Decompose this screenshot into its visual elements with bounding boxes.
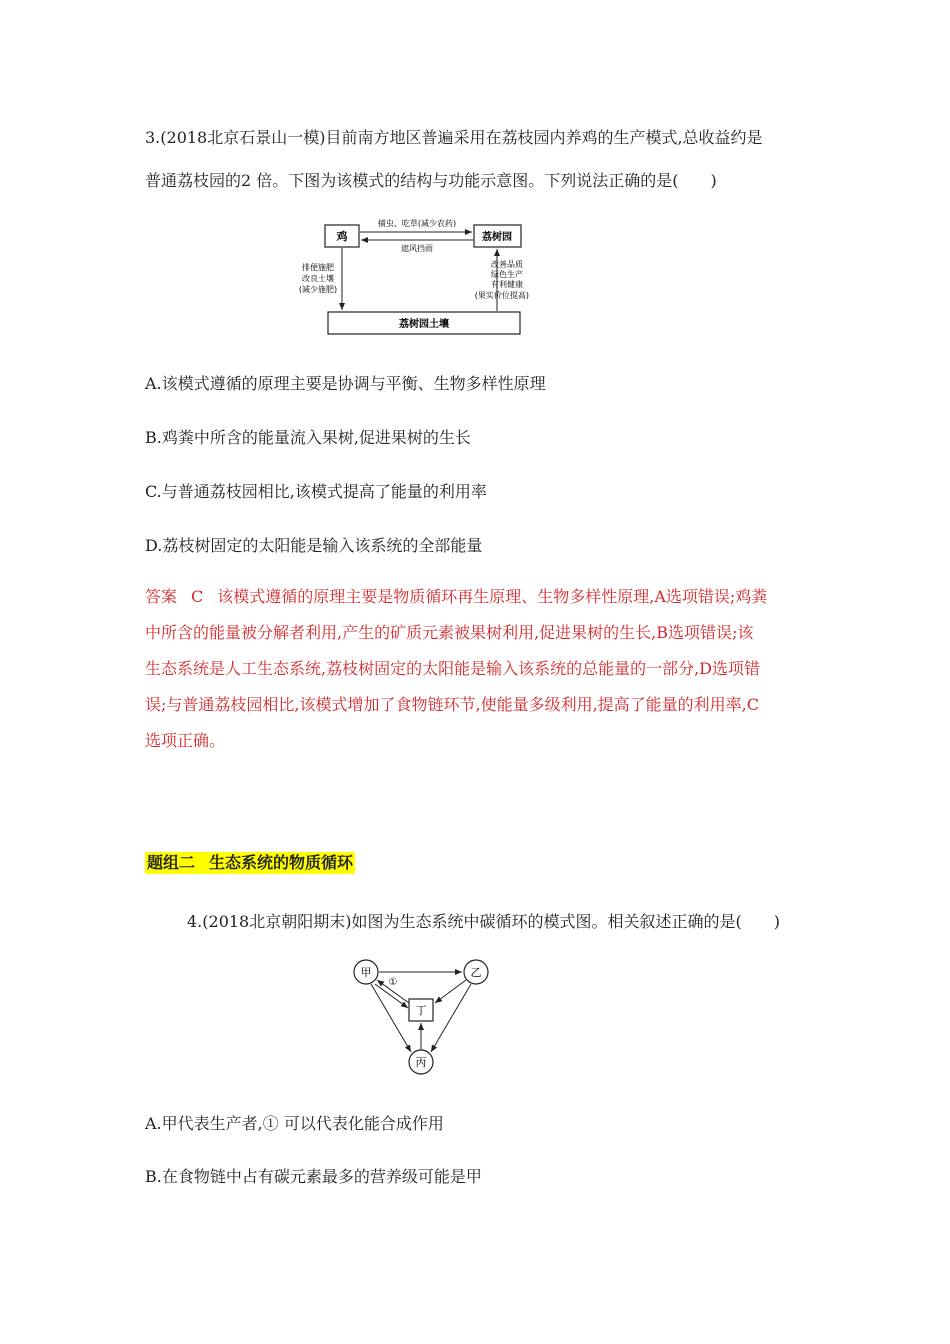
- answer-tag: 答案: [145, 587, 178, 606]
- q3-option-a: A.该模式遵循的原理主要是协调与平衡、生物多样性原理: [145, 374, 546, 393]
- q3-stem-line2: 普通荔枝园的2 倍。下图为该模式的结构与功能示意图。下列说法正确的是( ): [145, 171, 717, 190]
- answer-text-1: 该模式遵循的原理主要是物质循环再生原理、生物多样性原理,A选项错误;鸡粪: [217, 587, 768, 606]
- q4-stem: 4.(2018北京朝阳期末)如图为生态系统中碳循环的模式图。相关叙述正确的是( ): [187, 912, 780, 931]
- orchard-label: 荔树园: [482, 232, 512, 243]
- group-title: 生态系统的物质循环: [209, 853, 354, 872]
- q3-answer: [145, 583, 810, 755]
- chicken-label: 鸡: [336, 230, 348, 243]
- q4-option-a: A.甲代表生产者,① 可以代表化能合成作用: [145, 1114, 444, 1133]
- group-heading: [145, 852, 355, 874]
- q3-option-c: C.与普通荔枝园相比,该模式提高了能量的利用率: [145, 482, 487, 501]
- answer-line-4: 误;与普通荔枝园相比,该模式增加了食物链环节,使能量多级利用,提高了能量的利用率,C: [145, 695, 759, 714]
- right-label-2: 绿色生产: [491, 270, 523, 279]
- right-label-3: 有利健康: [491, 280, 523, 289]
- right-label-1: 改善品质: [491, 260, 523, 269]
- arrow-back-label: 遮风挡雨: [401, 244, 433, 253]
- q3-stem-line1: 3.(2018北京石景山一模)目前南方地区普遍采用在荔枝园内养鸡的生产模式,总收益约是: [145, 128, 763, 147]
- label-1: ①: [388, 977, 398, 988]
- q3-diagram: [280, 212, 530, 340]
- left-label-1: 排便施肥: [302, 263, 334, 272]
- node-ding-label: 丁: [415, 1004, 427, 1017]
- node-jia-label: 甲: [360, 966, 372, 979]
- soil-label: 荔树园土壤: [399, 319, 449, 330]
- arrow-yi-to-bing: [431, 984, 471, 1052]
- arrow-top-label: 捕虫、吃草(减少农药): [377, 219, 457, 228]
- node-bing-label: 丙: [415, 1056, 427, 1069]
- left-label-3: (减少施肥): [298, 285, 338, 294]
- group-label: 题组二: [147, 853, 196, 872]
- arrow-jia-to-bing: [371, 984, 411, 1052]
- answer-key: C: [191, 587, 204, 606]
- right-label-4: (果实价位提高): [474, 291, 529, 300]
- q4-diagram: [345, 955, 495, 1080]
- answer-line-2: 中所含的能量被分解者利用,产生的矿质元素被果树利用,促进果树的生长,B选项错误;该: [145, 623, 754, 642]
- q4-option-b: B.在食物链中占有碳元素最多的营养级可能是甲: [145, 1167, 482, 1186]
- node-yi-label: 乙: [470, 966, 482, 979]
- left-label-2: 改良土壤: [302, 274, 334, 283]
- q3-option-d: D.荔枝树固定的太阳能是输入该系统的全部能量: [145, 536, 483, 555]
- q3-option-b: B.鸡粪中所含的能量流入果树,促进果树的生长: [145, 428, 471, 447]
- answer-line-3: 生态系统是人工生态系统,荔枝树固定的太阳能是输入该系统的总能量的一部分,D选项错: [145, 659, 761, 678]
- answer-line-5: 选项正确。: [145, 731, 226, 750]
- answer-line-1: [145, 583, 810, 611]
